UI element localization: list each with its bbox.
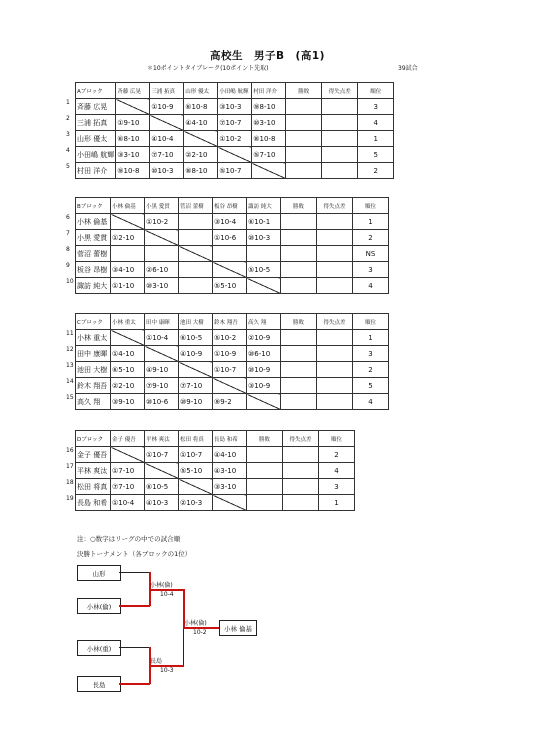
table-row — [76, 278, 389, 294]
player-name: 三浦 拓真 — [76, 115, 116, 131]
self-cell — [184, 131, 218, 147]
self-cell — [179, 246, 213, 262]
win-loss — [281, 394, 317, 410]
score-cell: ⑩6-10 — [247, 346, 281, 362]
table-row — [76, 495, 355, 511]
row-number: 12 — [66, 346, 74, 353]
score-cell: ①1-10 — [111, 278, 145, 294]
player-name: 高久 翔 — [76, 394, 111, 410]
header-label: 順位 — [358, 83, 394, 99]
self-cell — [145, 346, 179, 362]
point-diff — [283, 479, 319, 495]
rank: 2 — [358, 163, 394, 179]
win-loss — [281, 378, 317, 394]
header-player: 高久 翔 — [247, 314, 281, 330]
score-cell: ④9-10 — [145, 362, 179, 378]
rank: 4 — [353, 394, 389, 410]
rank: 1 — [358, 131, 394, 147]
score-cell: ②6-10 — [145, 262, 179, 278]
player-name: 小林 重太 — [76, 330, 111, 346]
rank: 4 — [358, 115, 394, 131]
header-player: 村田 洋介 — [252, 83, 286, 99]
self-cell — [111, 330, 145, 346]
win-loss — [286, 99, 322, 115]
table-row — [76, 262, 389, 278]
header-label: 順位 — [353, 198, 389, 214]
win-loss — [247, 495, 283, 511]
score-cell: ③3-10 — [213, 479, 247, 495]
point-diff — [317, 230, 353, 246]
total-matches: 39試合 — [398, 65, 418, 72]
league-table-2 — [75, 197, 389, 294]
rank: 3 — [358, 99, 394, 115]
self-cell — [111, 447, 145, 463]
header-player: 諏訪 純大 — [247, 198, 281, 214]
rank: 5 — [358, 147, 394, 163]
score-cell: ③10-9 — [247, 378, 281, 394]
point-diff — [317, 378, 353, 394]
row-number: 13 — [66, 362, 74, 369]
point-diff — [322, 115, 358, 131]
score-cell: ⑧8-10 — [184, 163, 218, 179]
row-number: 16 — [66, 447, 74, 454]
player-name: 平林 爽汰 — [76, 463, 111, 479]
entrant-2: 小林(倫) — [77, 598, 121, 614]
score-cell: ②10-3 — [179, 495, 213, 511]
self-cell — [179, 362, 213, 378]
score-cell — [213, 246, 247, 262]
score-cell: ⑧10-8 — [252, 131, 286, 147]
row-number: 14 — [66, 378, 74, 385]
score-cell — [179, 262, 213, 278]
self-cell — [145, 463, 179, 479]
score-cell: ⑩9-10 — [179, 394, 213, 410]
league-table-4 — [75, 430, 355, 511]
table-row — [76, 214, 389, 230]
table-row — [76, 230, 389, 246]
header-player: 菅沼 蕾樹 — [179, 198, 213, 214]
block-name: Aブロック — [76, 83, 116, 99]
table-row — [76, 362, 389, 378]
table-row — [76, 346, 389, 362]
rank: NS — [353, 246, 389, 262]
self-cell — [213, 262, 247, 278]
score-cell — [111, 246, 145, 262]
score-cell: ④10-9 — [179, 346, 213, 362]
header-label: 勝敗 — [247, 431, 283, 447]
score-cell — [145, 246, 179, 262]
score-cell: ⑤5-10 — [213, 278, 247, 294]
block-name: Bブロック — [76, 198, 111, 214]
score-cell: ⑥10-8 — [184, 99, 218, 115]
win-loss — [286, 131, 322, 147]
score-cell: ④4-10 — [213, 447, 247, 463]
player-name: 金子 優吾 — [76, 447, 111, 463]
rank: 4 — [353, 278, 389, 294]
row-number: 18 — [66, 479, 74, 486]
table-row — [76, 378, 389, 394]
win-loss — [281, 278, 317, 294]
header-label: 勝敗 — [281, 314, 317, 330]
score-cell: ①4-10 — [111, 346, 145, 362]
score-cell: ②2-10 — [184, 147, 218, 163]
score-cell: ⑥10-1 — [247, 214, 281, 230]
header-player: 田中 康暉 — [145, 314, 179, 330]
score-cell: ⑩10-9 — [247, 362, 281, 378]
header-label: 得失点差 — [322, 83, 358, 99]
header-label: 得失点差 — [317, 198, 353, 214]
score-cell — [179, 230, 213, 246]
score-cell: ⑤10-5 — [247, 262, 281, 278]
bracket-line — [119, 572, 149, 573]
row-number: 8 — [66, 246, 70, 253]
tournament-heading: 決勝トーナメント（各ブロックの1位） — [77, 550, 192, 558]
self-cell — [213, 378, 247, 394]
row-number: 11 — [66, 330, 74, 337]
score-cell: ⑥5-10 — [111, 362, 145, 378]
self-cell — [252, 163, 286, 179]
score-cell: ①9-10 — [116, 115, 150, 131]
bracket-line — [119, 647, 149, 648]
score-cell: ⑤7-10 — [252, 147, 286, 163]
table-row — [76, 394, 389, 410]
point-diff — [317, 262, 353, 278]
win-loss — [286, 147, 322, 163]
point-diff — [322, 163, 358, 179]
score-cell: ③10-3 — [218, 99, 252, 115]
point-diff — [322, 99, 358, 115]
point-diff — [317, 214, 353, 230]
row-number: 10 — [66, 278, 74, 285]
row-number: 7 — [66, 230, 70, 237]
score-cell: ⑤10-7 — [218, 163, 252, 179]
score-cell: ⑥8-10 — [116, 131, 150, 147]
player-name: 長島 和希 — [76, 495, 111, 511]
score-cell: ⑤5-10 — [179, 463, 213, 479]
row-number: 19 — [66, 495, 74, 502]
header-player: 金子 優吾 — [111, 431, 145, 447]
score-cell: ①7-10 — [111, 463, 145, 479]
rank: 3 — [353, 346, 389, 362]
rank: 1 — [353, 330, 389, 346]
point-diff — [317, 362, 353, 378]
score-cell: ①10-2 — [145, 214, 179, 230]
rank: 1 — [319, 495, 355, 511]
rank: 3 — [319, 479, 355, 495]
win-loss — [247, 479, 283, 495]
table-row — [76, 330, 389, 346]
self-cell — [145, 230, 179, 246]
final-score: 10-2 — [193, 629, 207, 636]
rank: 2 — [319, 447, 355, 463]
header-label: 得失点差 — [317, 314, 353, 330]
semi1-score: 10-4 — [160, 591, 174, 598]
table-row — [76, 147, 394, 163]
row-number: 3 — [66, 131, 70, 138]
player-name: 斉藤 広晃 — [76, 99, 116, 115]
score-cell: ①10-7 — [213, 362, 247, 378]
league-table-1 — [75, 82, 394, 179]
score-cell: ①10-2 — [218, 131, 252, 147]
league-table-3 — [75, 313, 389, 410]
row-number: 17 — [66, 463, 74, 470]
header-player: 山形 優太 — [184, 83, 218, 99]
winner-line — [119, 683, 150, 685]
score-cell: ④10-4 — [150, 131, 184, 147]
entrant-4: 長島 — [77, 676, 121, 692]
score-cell: ⑦7-10 — [150, 147, 184, 163]
point-diff — [283, 495, 319, 511]
header-label: 順位 — [353, 314, 389, 330]
page-title: 高校生 男子B (高1) — [210, 50, 325, 62]
self-cell — [150, 115, 184, 131]
score-cell: ①10-7 — [145, 447, 179, 463]
player-name: 山形 優太 — [76, 131, 116, 147]
win-loss — [281, 214, 317, 230]
semi2-winner: 長島 — [150, 658, 163, 665]
block-name: Cブロック — [76, 314, 111, 330]
winner-line — [119, 605, 150, 607]
header-label: 勝敗 — [286, 83, 322, 99]
semi1-winner: 小林(倫) — [150, 582, 173, 589]
score-cell: ⑦10-7 — [218, 115, 252, 131]
win-loss — [247, 463, 283, 479]
subtitle: ＊10ポイントタイブレーク(10ポイント先取) — [147, 65, 269, 72]
header-player: 板谷 昂樹 — [213, 198, 247, 214]
rank: 1 — [353, 214, 389, 230]
self-cell — [218, 147, 252, 163]
win-loss — [281, 246, 317, 262]
point-diff — [322, 147, 358, 163]
score-cell: ⑩10-3 — [150, 163, 184, 179]
table-row — [76, 163, 394, 179]
win-loss — [281, 362, 317, 378]
header-player: 三浦 拓真 — [150, 83, 184, 99]
player-name: 諏訪 純大 — [76, 278, 111, 294]
player-name: 鈴木 翔吾 — [76, 378, 111, 394]
score-cell: ①10-9 — [150, 99, 184, 115]
player-name: 小黒 愛貫 — [76, 230, 111, 246]
score-cell: ③9-10 — [111, 394, 145, 410]
score-cell: ①10-6 — [213, 230, 247, 246]
table-row — [76, 463, 355, 479]
table-row — [76, 115, 394, 131]
score-cell: ③10-4 — [213, 214, 247, 230]
table-row — [76, 447, 355, 463]
player-name: 菅沼 蕾樹 — [76, 246, 111, 262]
score-cell — [179, 214, 213, 230]
score-cell: ②10-9 — [247, 330, 281, 346]
player-name: 板谷 昂樹 — [76, 262, 111, 278]
point-diff — [317, 346, 353, 362]
win-loss — [281, 330, 317, 346]
header-label: 得失点差 — [283, 431, 319, 447]
table-row — [76, 99, 394, 115]
rank: 2 — [353, 230, 389, 246]
score-cell: ⑦7-10 — [111, 479, 145, 495]
header-label: 順位 — [319, 431, 355, 447]
semi2-score: 10-3 — [160, 667, 174, 674]
score-cell: ⑩10-6 — [145, 394, 179, 410]
rank: 2 — [353, 362, 389, 378]
table-row — [76, 131, 394, 147]
point-diff — [283, 447, 319, 463]
header-player: 長島 和希 — [213, 431, 247, 447]
header-player: 松田 将真 — [179, 431, 213, 447]
score-cell: ①2-10 — [111, 230, 145, 246]
win-loss — [286, 115, 322, 131]
score-cell: ①10-9 — [213, 346, 247, 362]
win-loss — [281, 262, 317, 278]
champion: 小林 倫基 — [219, 620, 257, 636]
table-row — [76, 479, 355, 495]
player-name: 池田 大樹 — [76, 362, 111, 378]
point-diff — [322, 131, 358, 147]
player-name: 小田嶋 航輝 — [76, 147, 116, 163]
entrant-1: 山形 — [77, 565, 121, 581]
score-cell: ④3-10 — [213, 463, 247, 479]
player-name: 村田 洋介 — [76, 163, 116, 179]
header-player: 小黒 愛貫 — [145, 198, 179, 214]
self-cell — [213, 495, 247, 511]
header-player: 小林 重太 — [111, 314, 145, 330]
row-number: 4 — [66, 147, 70, 154]
header-player: 斉藤 広晃 — [116, 83, 150, 99]
score-cell: ④10-3 — [145, 495, 179, 511]
header-label: 勝敗 — [281, 198, 317, 214]
row-number: 2 — [66, 115, 70, 122]
header-player: 池田 大樹 — [179, 314, 213, 330]
point-diff — [317, 394, 353, 410]
header-player: 鈴木 翔吾 — [213, 314, 247, 330]
score-cell: ③4-10 — [111, 262, 145, 278]
score-cell: ⑦7-10 — [179, 378, 213, 394]
final-winner: 小林(倫) — [184, 620, 207, 627]
score-cell: ⑥10-5 — [145, 479, 179, 495]
table-row — [76, 246, 389, 262]
row-number: 6 — [66, 214, 70, 221]
row-number: 9 — [66, 262, 70, 269]
score-cell: ⑩10-3 — [247, 230, 281, 246]
score-cell: ③3-10 — [116, 147, 150, 163]
score-cell: ⑦9-10 — [145, 378, 179, 394]
row-number: 5 — [66, 163, 70, 170]
row-number: 1 — [66, 99, 70, 106]
score-cell: ②2-10 — [111, 378, 145, 394]
score-cell — [247, 246, 281, 262]
rank: 4 — [319, 463, 355, 479]
score-cell: ①10-4 — [145, 330, 179, 346]
score-cell: ⑨8-10 — [252, 99, 286, 115]
self-cell — [111, 214, 145, 230]
score-cell: ⑨10-8 — [116, 163, 150, 179]
rank: 5 — [353, 378, 389, 394]
rank: 3 — [353, 262, 389, 278]
block-name: Dブロック — [76, 431, 111, 447]
score-cell — [179, 278, 213, 294]
self-cell — [179, 479, 213, 495]
score-cell: ⑩3-10 — [145, 278, 179, 294]
player-name: 小林 倫基 — [76, 214, 111, 230]
point-diff — [317, 330, 353, 346]
score-cell: ⑨9-2 — [213, 394, 247, 410]
win-loss — [247, 447, 283, 463]
self-cell — [247, 278, 281, 294]
player-name: 松田 将真 — [76, 479, 111, 495]
player-name: 田中 康暉 — [76, 346, 111, 362]
header-player: 小林 倫基 — [111, 198, 145, 214]
win-loss — [281, 346, 317, 362]
score-cell: ①10-4 — [111, 495, 145, 511]
point-diff — [317, 246, 353, 262]
entrant-3: 小林(重) — [77, 640, 121, 656]
point-diff — [317, 278, 353, 294]
win-loss — [286, 163, 322, 179]
row-number: 15 — [66, 394, 74, 401]
header-player: 小田嶋 航輝 — [218, 83, 252, 99]
point-diff — [283, 463, 319, 479]
self-cell — [116, 99, 150, 115]
score-cell: ①10-7 — [179, 447, 213, 463]
score-cell: ⑩3-10 — [252, 115, 286, 131]
self-cell — [247, 394, 281, 410]
score-cell: ⑤10-2 — [213, 330, 247, 346]
header-player: 平林 爽汰 — [145, 431, 179, 447]
score-cell: ④4-10 — [184, 115, 218, 131]
score-cell: ⑥10-5 — [179, 330, 213, 346]
note: 注：○数字はリーグの中での試合順 — [77, 535, 181, 543]
win-loss — [281, 230, 317, 246]
